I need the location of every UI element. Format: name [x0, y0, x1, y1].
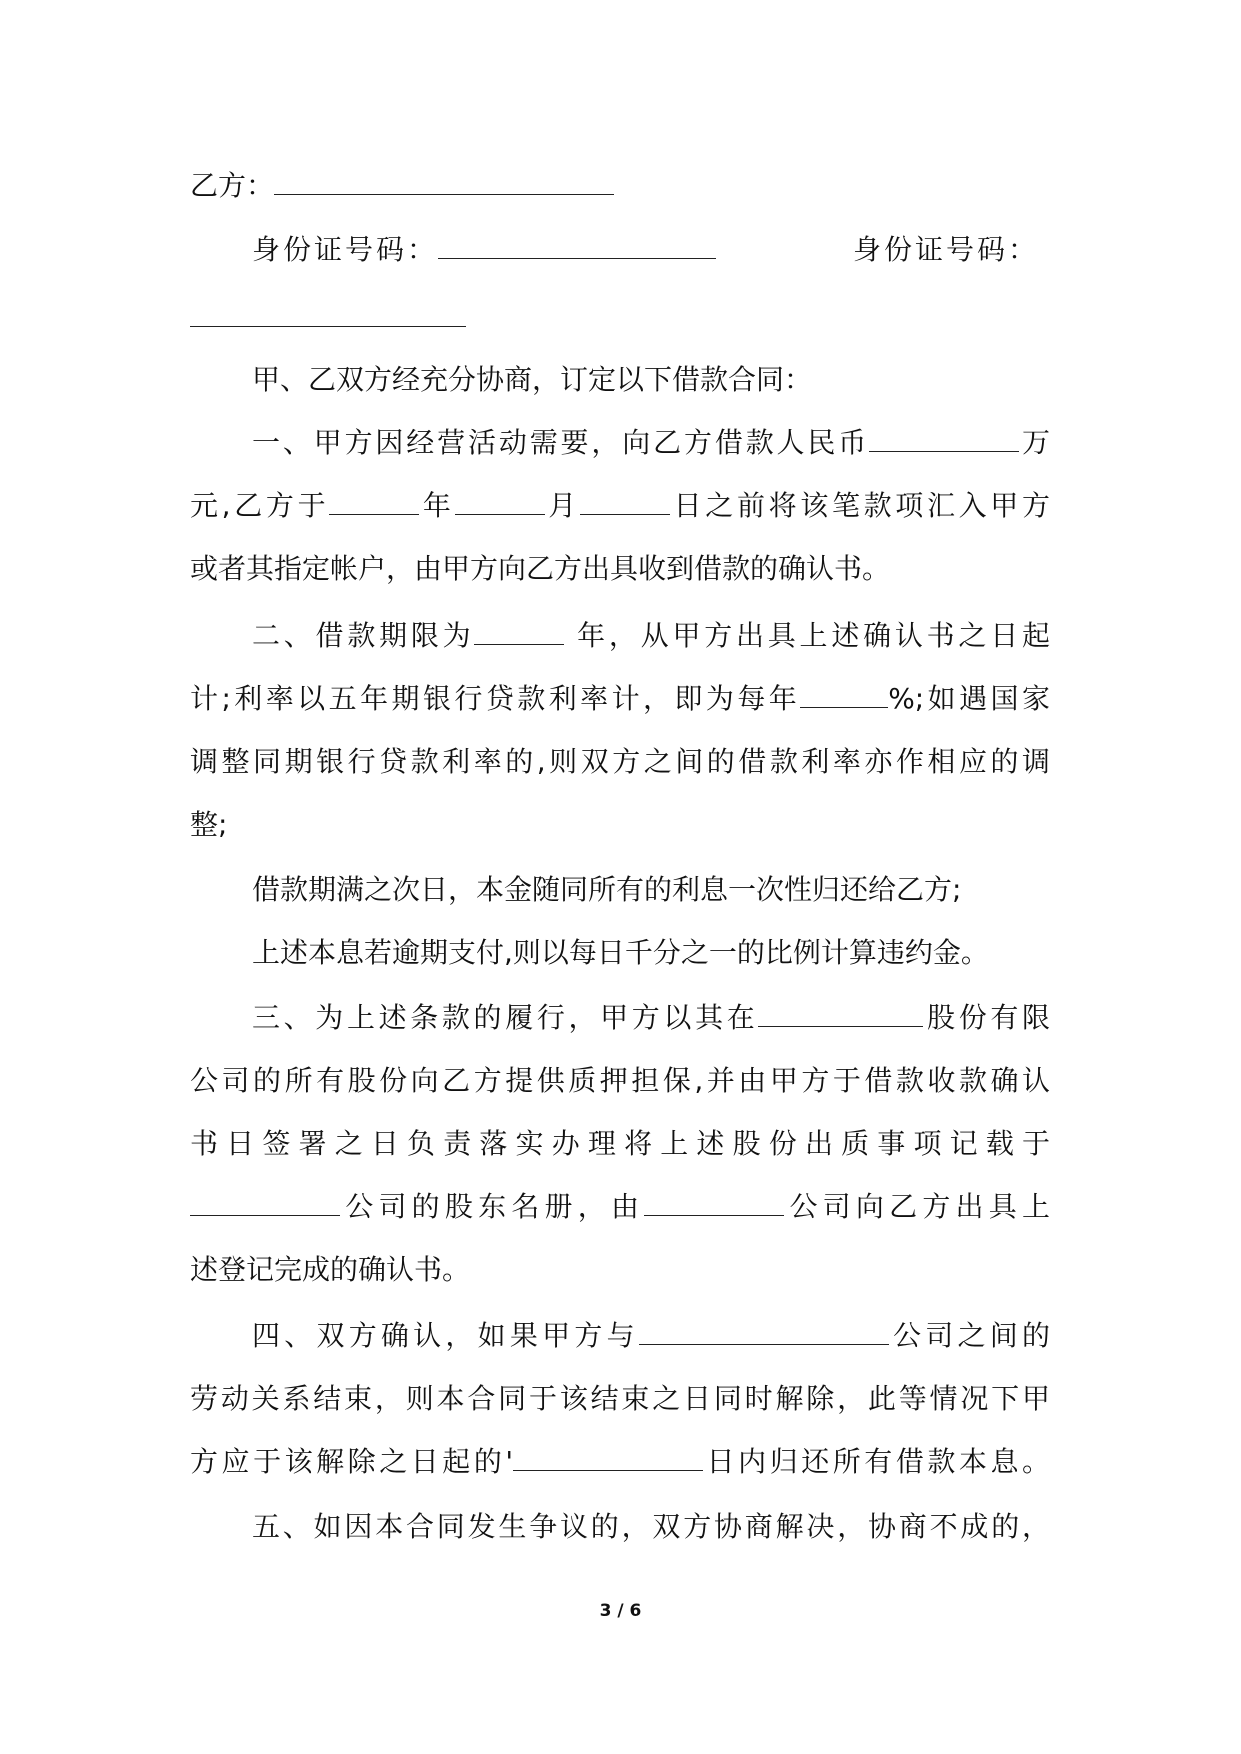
- clause-3-line-1: 三、为上述条款的履行，甲方以其在 股份有限: [252, 1001, 1050, 1034]
- employer-blank: [639, 1320, 889, 1345]
- clause-2-line-1: 二、借款期限为 年，从甲方出具上述确认书之日起: [252, 619, 1050, 652]
- clause-4-line-3: 方应于该解除之日起的' 日内归还所有借款本息。: [190, 1445, 1050, 1478]
- clause-4-line-1: 四、双方确认，如果甲方与 公司之间的: [252, 1319, 1050, 1352]
- month-blank: [455, 490, 545, 515]
- company-name-blank-3: [644, 1191, 784, 1216]
- penalty-line: 上述本息若逾期支付,则以每日千分之一的比例计算违约金。: [252, 936, 989, 969]
- clause-3-line-5: 述登记完成的确认书。: [190, 1253, 471, 1286]
- page-number: 3 / 6: [599, 1601, 642, 1621]
- id-number-right-line: [853, 232, 1053, 268]
- clause-2-line-4: 整;: [190, 808, 228, 841]
- repayment-days-blank: [513, 1446, 703, 1471]
- day-blank: [580, 490, 670, 515]
- party-b-line: [190, 168, 1050, 204]
- id-number-blank-left: [438, 234, 716, 259]
- company-name-blank-2: [190, 1191, 340, 1216]
- clause-1-line-1: 一、甲方因经营活动需要，向乙方借款人民币 万: [252, 426, 1050, 459]
- party-b-label: 乙方：: [190, 169, 275, 202]
- clause-2-line-2: 计;利率以五年期银行贷款利率计，即为每年 %;如遇国家: [190, 682, 1050, 715]
- clause-3-line-3: 书日签署之日负责落实办理将上述股份出质事项记载于: [190, 1127, 1050, 1160]
- company-name-blank-1: [758, 1002, 923, 1027]
- repayment-line: 借款期满之次日，本金随同所有的利息一次性归还给乙方;: [252, 873, 962, 906]
- party-b-blank: [274, 170, 614, 195]
- clause-2-line-3: 调整同期银行贷款利率的,则双方之间的借款利率亦作相应的调: [190, 745, 1050, 778]
- loan-term-blank: [474, 620, 564, 645]
- clause-3-line-2: 公司的所有股份向乙方提供质押担保,并由甲方于借款收款确认: [190, 1064, 1050, 1097]
- loan-amount-blank: [869, 427, 1019, 452]
- clause-1-line-3: 或者其指定帐户，由甲方向乙方出具收到借款的确认书。: [190, 552, 891, 585]
- clause-5-line-1: 五、如因本合同发生争议的，双方协商解决，协商不成的，: [252, 1510, 1050, 1543]
- id-number-label-left: 身份证号码：: [252, 233, 439, 266]
- year-blank: [329, 490, 419, 515]
- intro-line: 甲、乙双方经充分协商，订定以下借款合同：: [252, 363, 813, 396]
- clause-3-line-4: 公司的股东名册，由 公司向乙方出具上: [190, 1189, 1050, 1225]
- id-number-label-right: 身份证号码：: [853, 233, 1040, 266]
- interest-rate-blank: [800, 683, 888, 708]
- clause-1-line-2: 元,乙方于 年 月 日之前将该笔款项汇入甲方: [190, 489, 1050, 522]
- id-number-blank-right: [190, 302, 466, 327]
- clause-4-line-2: 劳动关系结束，则本合同于该结束之日同时解除，此等情况下甲: [190, 1382, 1050, 1415]
